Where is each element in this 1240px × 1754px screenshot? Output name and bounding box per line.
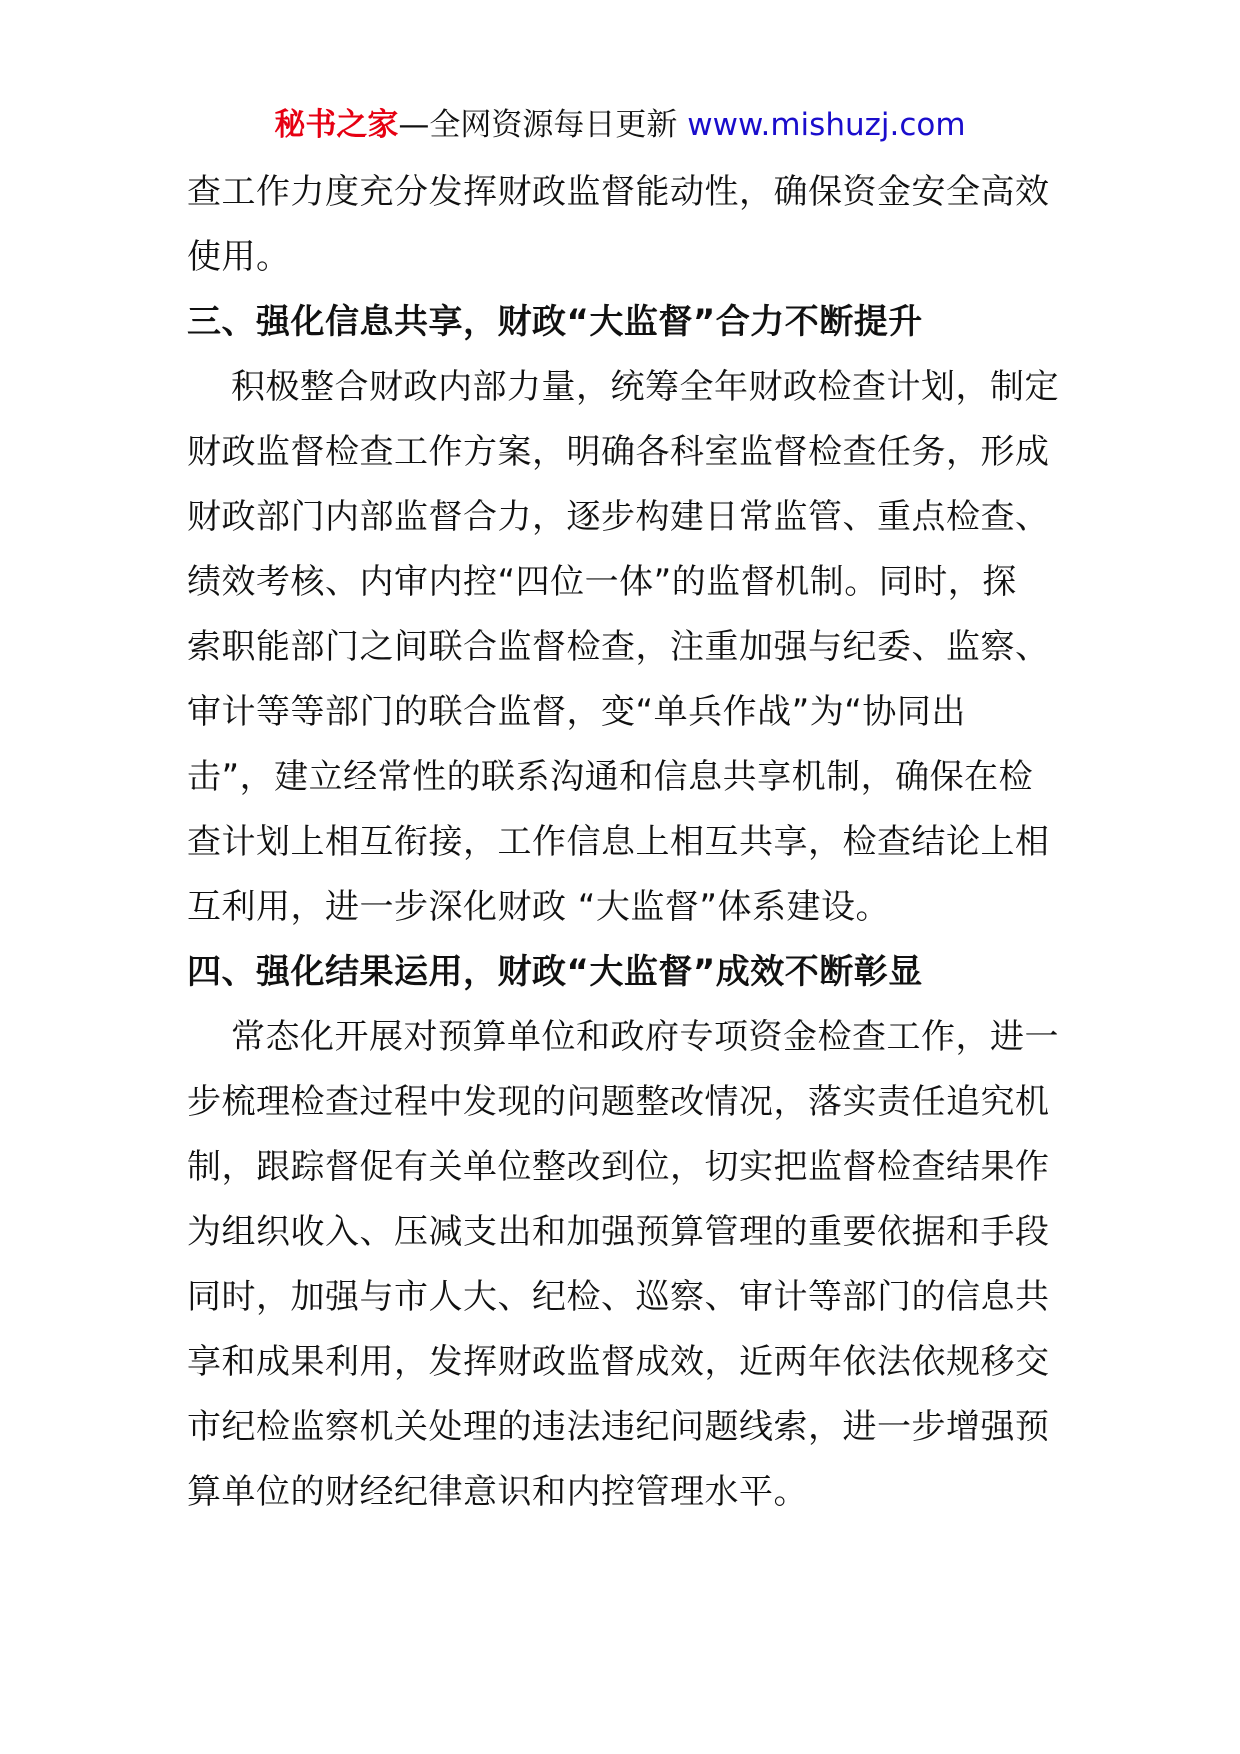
text-line: 享和成果利用，发挥财政监督成效，近两年依法依规移交 [187,1342,1050,1382]
text-line: 互利用，进一步深化财政 “大监督”体系建设。 [187,887,891,927]
text-line: 为组织收入、压减支出和加强预算管理的重要依据和手段 [187,1212,1050,1252]
text-line: 索职能部门之间联合监督检查，注重加强与纪委、监察、 [187,627,1050,667]
text-line: 市纪检监察机关处理的违法违纪问题线索，进一步增强预 [187,1407,1050,1447]
paragraph-start-line: 积极整合财政内部力量，统筹全年财政检查计划，制定 [231,367,1059,407]
header-slogan: —全网资源每日更新 [398,107,688,143]
text-line: 使用。 [187,237,291,277]
site-url-link[interactable]: www.mishuzj.com [687,107,966,143]
text-line: 审计等等部门的联合监督，变“单兵作战”为“协同出 [187,692,966,732]
text-line: 制，跟踪督促有关单位整改到位，切实把监督检查结果作 [187,1147,1050,1187]
paragraph-start-line: 常态化开展对预算单位和政府专项资金检查工作，进一 [231,1017,1059,1057]
text-line: 算单位的财经纪律意识和内控管理水平。 [187,1472,808,1512]
text-line: 步梳理检查过程中发现的问题整改情况，落实责任追究机 [187,1082,1050,1122]
brand-name: 秘书之家 [274,107,399,143]
text-line: 击”，建立经常性的联系沟通和信息共享机制，确保在检 [187,757,1034,797]
site-header [0,100,1240,150]
text-line: 绩效考核、内审内控“四位一体”的监督机制。同时，探 [187,562,1017,602]
text-line: 查工作力度充分发挥财政监督能动性，确保资金安全高效 [187,172,1050,212]
text-line: 财政监督检查工作方案，明确各科室监督检查任务，形成 [187,432,1050,472]
text-line: 查计划上相互衔接，工作信息上相互共享，检查结论上相 [187,822,1050,862]
text-line: 财政部门内部监督合力，逐步构建日常监管、重点检查、 [187,497,1050,537]
document-body [187,160,1057,1525]
text-line: 同时，加强与市人大、纪检、巡察、审计等部门的信息共 [187,1277,1050,1317]
section-heading: 四、强化结果运用，财政“大监督”成效不断彰显 [187,952,923,992]
section-heading: 三、强化信息共享，财政“大监督”合力不断提升 [187,302,923,342]
